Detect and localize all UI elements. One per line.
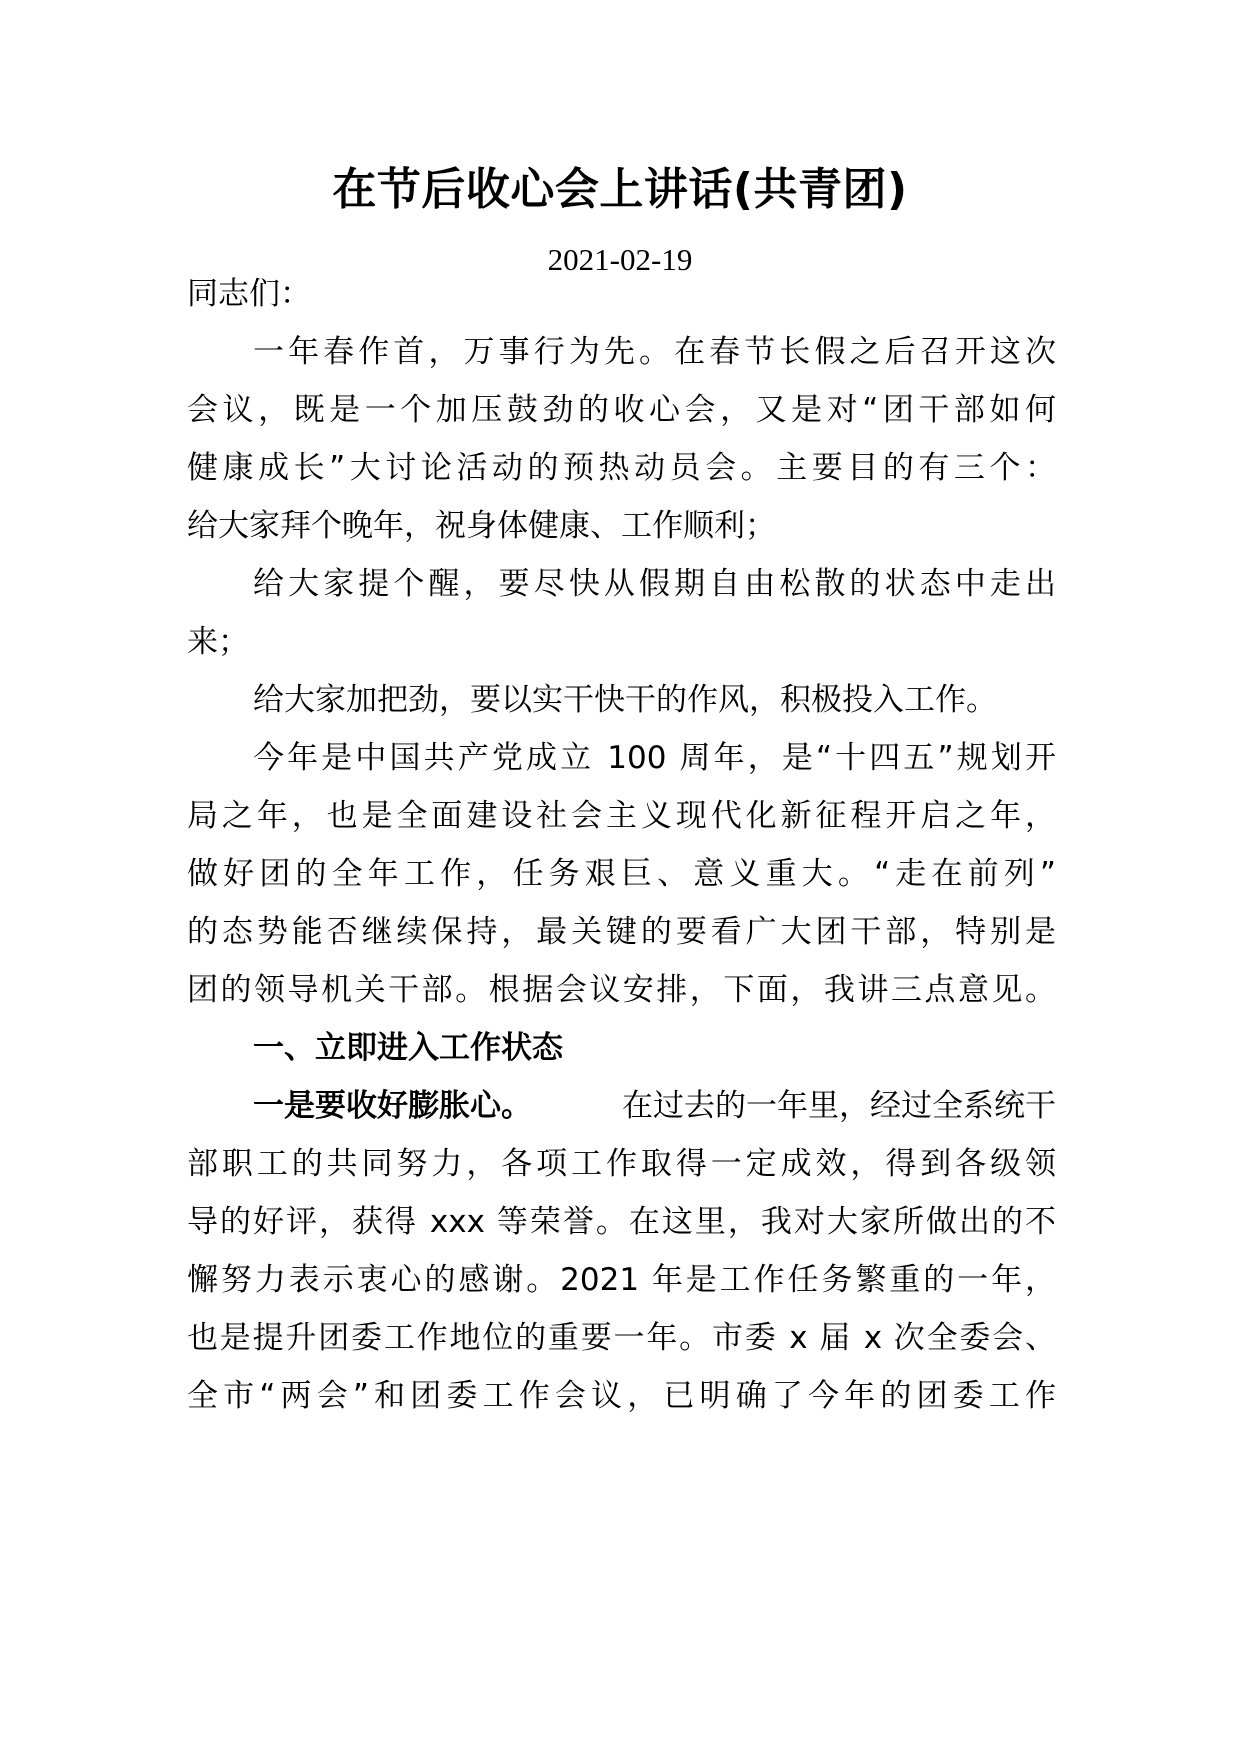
paragraph-line: 团的领导机关干部。根据会议安排，下面，我讲三点意见。 bbox=[187, 972, 1056, 1008]
paragraph-line bbox=[253, 1086, 1056, 1126]
paragraph-line: 今年是中国共产党成立 100 周年，是“十四五”规划开 bbox=[253, 740, 1056, 776]
paragraph-line: 局之年，也是全面建设社会主义现代化新征程开启之年， bbox=[187, 798, 1056, 834]
paragraph-line: 一年春作首，万事行为先。在春节长假之后召开这次 bbox=[253, 334, 1056, 370]
paragraph-line: 做好团的全年工作，任务艰巨、意义重大。“走在前列” bbox=[187, 856, 1056, 892]
paragraph-line: 也是提升团委工作地位的重要一年。市委 x 届 x 次全委会、 bbox=[187, 1320, 1056, 1356]
paragraph-line: 懈努力表示衷心的感谢。2021 年是工作任务繁重的一年， bbox=[187, 1262, 1056, 1298]
paragraph-line: 健康成长”大讨论活动的预热动员会。主要目的有三个： bbox=[187, 450, 1056, 486]
document-title: 在节后收心会上讲话(共青团) bbox=[332, 164, 908, 215]
salutation: 同志们： bbox=[187, 276, 311, 312]
paragraph-line: 会议，既是一个加压鼓劲的收心会，又是对“团干部如何 bbox=[187, 392, 1056, 428]
paragraph-line: 部职工的共同努力，各项工作取得一定成效，得到各级领 bbox=[187, 1146, 1056, 1182]
document-date: 2021-02-19 bbox=[547, 242, 693, 277]
paragraph-text: 在过去的一年里，经过全系统干 bbox=[622, 1088, 1056, 1124]
paragraph-line: 给大家拜个晚年，祝身体健康、工作顺利； bbox=[187, 508, 776, 544]
paragraph-line: 的态势能否继续保持，最关键的要看广大团干部，特别是 bbox=[187, 914, 1056, 950]
paragraph-line: 全市“两会”和团委工作会议，已明确了今年的团委工作 bbox=[187, 1378, 1056, 1414]
paragraph-line: 来； bbox=[187, 624, 249, 660]
section-heading: 一、立即进入工作状态 bbox=[253, 1030, 563, 1066]
paragraph-line: 给大家提个醒，要尽快从假期自由松散的状态中走出 bbox=[253, 566, 1056, 602]
paragraph-line: 导的好评，获得 xxx 等荣誉。在这里，我对大家所做出的不 bbox=[187, 1204, 1056, 1240]
paragraph-line: 给大家加把劲，要以实干快干的作风，积极投入工作。 bbox=[253, 682, 997, 718]
point-heading: 一是要收好膨胀心。 bbox=[253, 1088, 532, 1124]
